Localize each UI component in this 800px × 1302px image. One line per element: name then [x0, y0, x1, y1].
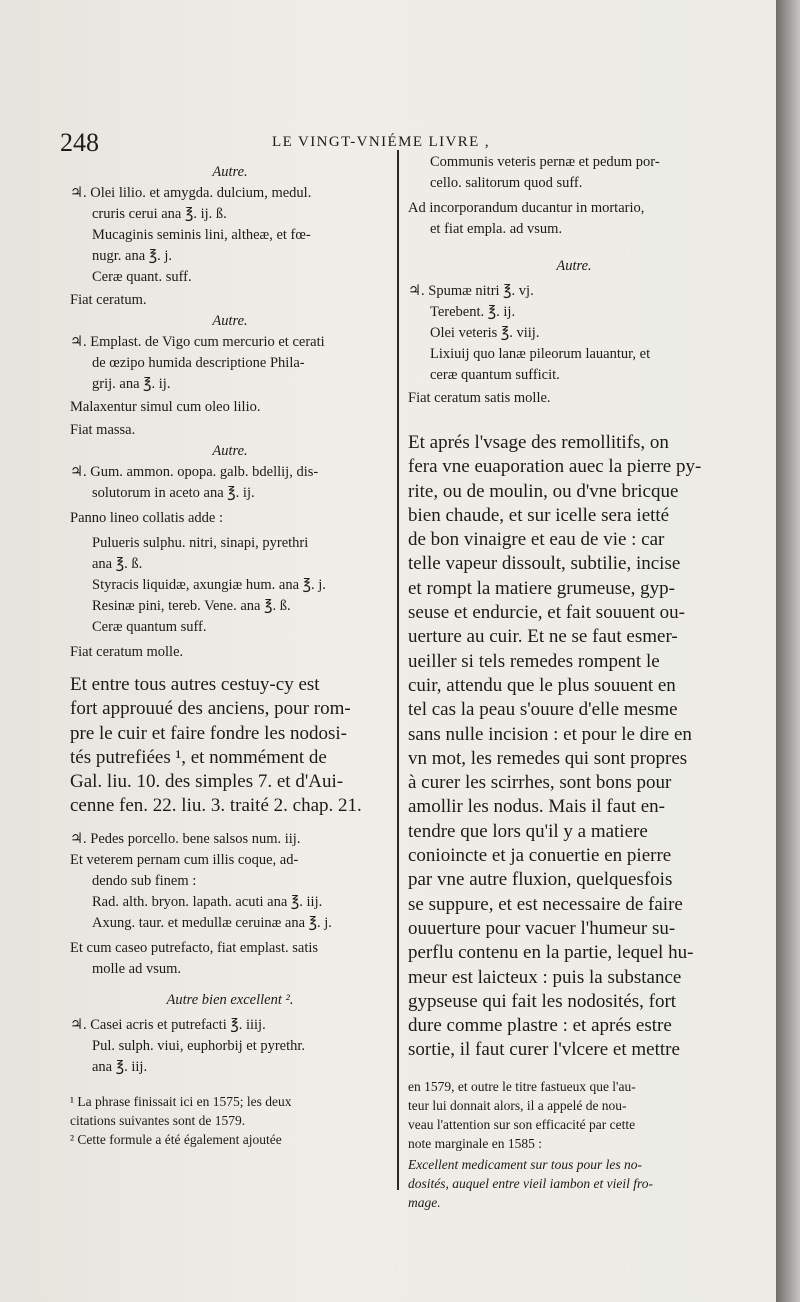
right-column [408, 152, 740, 1212]
text-line: Terebent. ℥. ij. [430, 304, 516, 320]
text-line: uerture au cuir. Et ne se faut esmer- [408, 626, 678, 648]
spacer [70, 1078, 390, 1092]
section-heading: Autre bien excellent ². [166, 991, 294, 1008]
text-line: ceræ quantum sufficit. [430, 367, 560, 383]
text-line: se suppure, et est necessaire de faire [408, 893, 683, 915]
spacer [70, 819, 390, 829]
text-line: perflu contenu en la partie, lequel hu- [408, 942, 694, 964]
text-line: tendre que lors qu'il y a matiere [408, 820, 648, 842]
text-line: Et aprés l'vsage des remollitifs, on [408, 432, 669, 453]
text-line: Olei veteris ℥. viij. [430, 325, 540, 341]
footnote-line: ² Cette formule a été également ajoutée [70, 1131, 282, 1147]
text-line: grij. ana ℥. ij. [92, 376, 171, 392]
footnote-line: mage. [408, 1194, 441, 1210]
text-line: ouuerture pour vacuer l'humeur su- [408, 917, 676, 939]
footnote-line: dosités, auquel entre vieil iambon et vieil fro- [408, 1175, 653, 1191]
text-line: seuse et endurcie, et fait souuent ou- [408, 602, 685, 624]
running-head: LE VINGT-VNIÉME LIVRE , [272, 134, 491, 150]
footnote-line: veau l'attention sur son efficacité par cette [408, 1116, 636, 1132]
text-line: Ceræ quantum suff. [92, 619, 207, 635]
text-line: solutorum in aceto ana ℥. ij. [92, 485, 255, 501]
text-line: Panno lineo collatis adde : [70, 510, 224, 526]
text-line: fera vne euaporation auec la pierre py- [408, 456, 702, 478]
text-line: cruris cerui ana ℥. ij. ß. [92, 206, 227, 222]
text-line: ♃. Casei acris et putrefacti ℥. iiij. [70, 1016, 266, 1033]
text-line: Styracis liquidæ, axungiæ hum. ana ℥. j. [92, 577, 326, 593]
text-line: à curer les scirrhes, sont bons pour [408, 772, 672, 794]
spacer [70, 980, 390, 990]
text-line: Communis veteris pernæ et pedum por- [430, 154, 660, 170]
text-line: tés putrefiées ¹, et nommément de [70, 746, 327, 768]
text-line: Resinæ pini, tereb. Vene. ana ℥. ß. [92, 598, 291, 614]
text-line: de œzipo humida descriptione Phila- [92, 355, 305, 371]
spacer [408, 240, 740, 256]
text-line: Ad incorporandum ducantur in mortario, [408, 200, 645, 216]
text-line: ana ℥. ß. [92, 556, 143, 572]
column-divider [397, 150, 399, 1190]
text-line: Pulueris sulphu. nitri, sinapi, pyrethri [92, 535, 309, 551]
text-line: et rompt la matiere grumeuse, gyp- [408, 577, 675, 599]
text-line: cuir, attendu que le plus souuent en [408, 674, 676, 696]
footnote-line: citations suivantes sont de 1579. [70, 1112, 246, 1128]
text-line: ♃. Olei lilio. et amygda. dulcium, medul. [70, 185, 312, 201]
text-line: cenne fen. 22. liu. 3. traité 2. chap. 21. [70, 795, 362, 817]
text-line: Ceræ quant. suff. [92, 269, 192, 285]
footnote-line: en 1579, et outre le titre fastueux que l'au- [408, 1078, 636, 1094]
page-number: 248 [60, 128, 99, 157]
text-line: conioincte et ja conuertie en pierre [408, 845, 672, 867]
text-line: Et veterem pernam cum illis coque, ad- [70, 851, 299, 868]
text-line: dure comme plastre : et aprés estre [408, 1015, 672, 1037]
text-line: vn mot, les remedes qui sont propres [408, 747, 688, 769]
text-line: ueiller si tels remedes rompent le [408, 650, 660, 672]
text-line: Gal. liu. 10. des simples 7. et d'Aui- [70, 771, 344, 793]
text-line: Et entre tous autres cestuy-cy est [70, 674, 320, 695]
footnote-line: note marginale en 1585 : [408, 1135, 542, 1151]
text-line: telle vapeur dissoult, subtilie, incise [408, 553, 681, 575]
text-line: bien chaude, et sur icelle sera ietté [408, 504, 670, 526]
text-line: pre le cuir et faire fondre les nodosi- [70, 722, 347, 744]
text-line: molle ad vsum. [92, 960, 182, 977]
spacer [408, 1063, 740, 1077]
text-line: rite, ou de moulin, ou d'vne bricque [408, 480, 679, 502]
text-line: gypseuse qui fait les nodosités, fort [408, 990, 677, 1012]
page-edge [776, 0, 800, 1302]
text-line: Pul. sulph. viui, euphorbij et pyrethr. [92, 1037, 306, 1054]
spacer [408, 409, 740, 431]
text-line: Axung. taur. et medullæ ceruinæ ana ℥. j. [92, 914, 332, 931]
text-line: Fiat massa. [70, 422, 136, 438]
text-line: amollir les nodus. Mais il faut en- [408, 796, 665, 818]
text-line: sans nulle incision : et pour le dire en [408, 723, 692, 745]
text-line: ♃. Emplast. de Vigo cum mercurio et cerati [70, 334, 325, 350]
text-line: Et cum caseo putrefacto, fiat emplast. satis [70, 939, 319, 956]
text-line: sortie, il faut curer l'vlcere et mettre [408, 1039, 680, 1061]
text-line: de bon vinaigre et eau de vie : car [408, 529, 665, 551]
text-line: par vne autre fluxion, quelquesfois [408, 869, 673, 891]
text-line: ♃. Gum. ammon. opopa. galb. bdellij, dis- [70, 464, 319, 480]
text-line: meur est laicteux : puis la substance [408, 966, 682, 988]
text-line: Fiat ceratum. [70, 292, 147, 308]
footnote-line: ¹ La phrase finissait ici en 1575; les deux [70, 1093, 292, 1109]
text-line: ♃. Pedes porcello. bene salsos num. iij. [70, 830, 301, 847]
text-line: Mucaginis seminis lini, altheæ, et fœ- [92, 227, 311, 243]
text-line: fort approuué des anciens, pour rom- [70, 698, 351, 720]
text-line: cello. salitorum quod suff. [430, 175, 583, 191]
text-line: Rad. alth. bryon. lapath. acuti ana ℥. iij. [92, 893, 323, 910]
section-heading: Autre. [556, 258, 592, 274]
spacer [70, 663, 390, 673]
section-heading: Autre. [212, 443, 248, 459]
left-column [70, 162, 390, 1149]
footnote-line: Excellent medicament sur tous pour les no- [408, 1156, 642, 1172]
text-line: Fiat ceratum satis molle. [408, 390, 551, 406]
text-line: Malaxentur simul cum oleo lilio. [70, 399, 261, 415]
text-line: ana ℥. iij. [92, 1058, 148, 1075]
text-line: tel cas la peau s'ouure d'elle mesme [408, 699, 678, 721]
text-line: ♃. Spumæ nitri ℥. vj. [408, 283, 534, 299]
text-line: Fiat ceratum molle. [70, 644, 184, 660]
section-heading: Autre. [212, 164, 248, 180]
section-heading: Autre. [212, 313, 248, 329]
text-line: et fiat empla. ad vsum. [430, 221, 563, 237]
footnote-line: teur lui donnait alors, il a appelé de nou- [408, 1097, 627, 1113]
text-line: nugr. ana ℥. j. [92, 248, 173, 264]
text-line: Lixiuij quo lanæ pileorum lauantur, et [430, 346, 651, 362]
text-line: dendo sub finem : [92, 872, 197, 889]
